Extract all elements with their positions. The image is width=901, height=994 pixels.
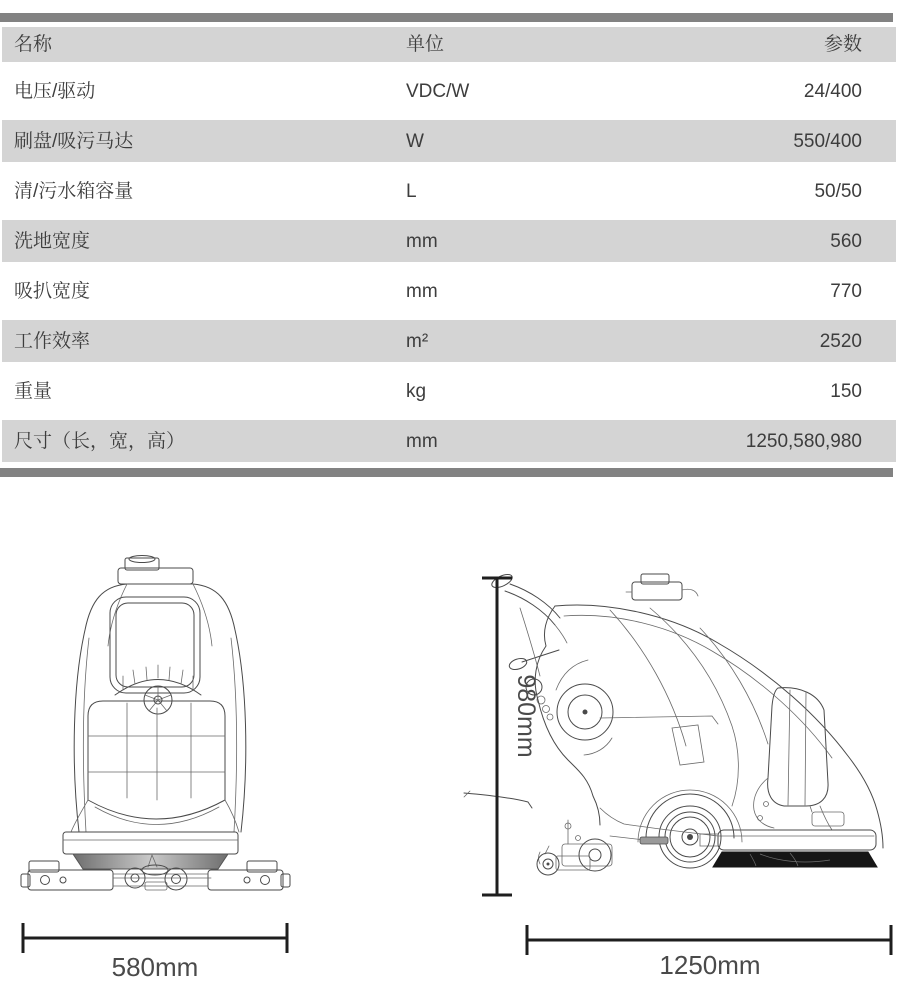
table-row: [2, 120, 896, 162]
row-name: 刷盘/吸污马达: [14, 130, 134, 152]
row-value: 2520: [819, 330, 862, 352]
table-row: [2, 62, 896, 120]
table-row: [2, 262, 896, 320]
top-margin: [0, 0, 901, 13]
column-header-name: 名称: [14, 34, 53, 55]
row-value: 50/50: [814, 180, 862, 202]
row-name: 洗地宽度: [14, 230, 91, 252]
side-view-drawing: [460, 548, 901, 994]
front-machine-icon: [21, 556, 290, 891]
column-header-unit: 单位: [406, 34, 445, 55]
row-value: 770: [830, 280, 862, 302]
row-name: 清/污水箱容量: [14, 180, 134, 202]
row-name: 电压/驱动: [14, 80, 96, 102]
bottom-divider-bar: [0, 468, 893, 477]
top-divider-bar: [0, 13, 893, 22]
row-unit: W: [406, 130, 424, 152]
dimension-drawings: [0, 477, 901, 994]
front-width-label: 580mm: [111, 952, 199, 982]
row-value: 550/400: [793, 130, 862, 152]
table-row: [2, 220, 896, 262]
row-name: 尺寸（长，宽，高）: [14, 430, 186, 452]
side-height-dimension: [482, 578, 540, 895]
row-unit: kg: [406, 380, 427, 402]
row-value: 24/400: [803, 80, 862, 102]
column-header-value: 参数: [823, 34, 862, 55]
table-row: [2, 320, 896, 362]
spec-table: [0, 27, 896, 462]
row-unit: L: [406, 180, 417, 202]
row-unit: VDC/W: [406, 80, 470, 102]
row-name: 重量: [14, 380, 53, 402]
row-unit: mm: [406, 280, 438, 302]
table-row: [2, 362, 896, 420]
table-header-row: [2, 27, 896, 62]
side-height-label: 980mm: [512, 674, 540, 758]
row-unit: mm: [406, 230, 438, 252]
table-row: [2, 420, 896, 462]
row-value: 560: [830, 230, 862, 252]
row-unit: mm: [406, 430, 438, 452]
row-value: 1250,580,980: [745, 430, 862, 452]
row-name: 工作效率: [14, 330, 91, 352]
row-value: 150: [830, 380, 862, 402]
front-view-drawing: [15, 548, 305, 994]
side-length-label: 1250mm: [659, 950, 761, 980]
table-row: [2, 162, 896, 220]
front-width-dimension: [23, 923, 287, 982]
side-length-dimension: [527, 925, 891, 980]
row-unit: m²: [406, 330, 429, 352]
row-name: 吸扒宽度: [14, 280, 91, 302]
